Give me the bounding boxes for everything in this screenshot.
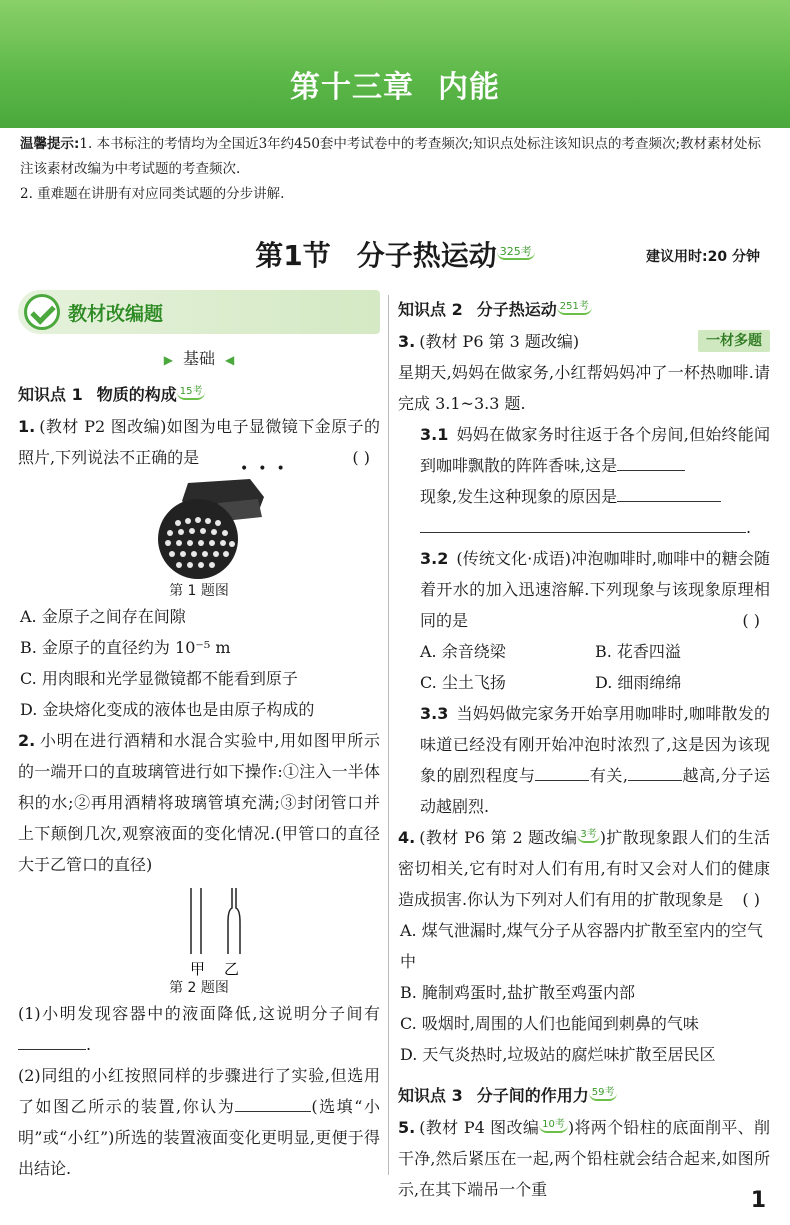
textbook-adapted-tab [18, 290, 380, 334]
sub-number: 3.1 [420, 425, 449, 444]
sub-question-text: (1)小明发现容器中的液面降低,这说明分子间有 [18, 1004, 380, 1023]
frequency-badge: 59考 [589, 1087, 618, 1101]
knowledge-point-name: 分子热运动 [476, 300, 557, 319]
sub-question-text-2: 有关, [589, 766, 628, 785]
tips-label: 温馨提示: [20, 136, 80, 152]
knowledge-point-3 [398, 1080, 770, 1112]
option-b: B. 腌制鸡蛋时,盐扩散至鸡蛋内部 [400, 983, 636, 1002]
sub-question-text-end: (选填“小明”或“小红”)所选的装置液面变化更明显,更便于得出结论. [18, 1097, 380, 1178]
figure-glass-tubes [18, 880, 380, 978]
chapter-title [0, 62, 790, 106]
sub-question-text-end: . [746, 518, 752, 537]
question-3 [398, 326, 770, 357]
answer-blank[interactable] [617, 483, 721, 502]
question-text: (教材 P2 图改编)如图为电子显微镜下金原子的照片,下列说法不正确的是 [18, 417, 380, 467]
question-source-end: ) [567, 1118, 575, 1137]
checkmark-icon [24, 294, 60, 330]
sub-question-text: 妈妈在做家务时往返于各个房间,但始终能闻到咖啡飘散的阵阵香味,这是 [420, 425, 770, 475]
knowledge-point-number: 知识点 2 [398, 300, 463, 319]
question-number: 1. [18, 417, 36, 436]
question-1 [18, 411, 380, 473]
tube-label-yi: 乙 [224, 960, 240, 978]
question-4 [398, 822, 770, 915]
question-number: 3. [398, 332, 416, 351]
option-d: D. 天气炎热时,垃圾站的腐烂味扩散至居民区 [400, 1045, 716, 1064]
tube-label-jia: 甲 [190, 960, 206, 978]
sub-question-text: 当妈妈做完家务开始享用咖啡时,咖啡散发的味道已经没有刚开始冲泡时浓烈了,这是因为该现象的剧烈程度与 [420, 704, 770, 785]
sub-question-text-end: 越高,分子运动越剧烈. [420, 766, 770, 816]
knowledge-point-name: 物质的构成 [96, 385, 177, 404]
option-c: C. 用肉眼和光学显微镜都不能看到原子 [20, 669, 298, 688]
level-heading [18, 346, 380, 369]
chapter-banner [0, 0, 790, 128]
section-name: 分子热运动 [356, 239, 497, 272]
question-3-1 [398, 419, 770, 543]
knowledge-point-2 [398, 294, 770, 326]
level-label: 基础 [182, 349, 215, 368]
figure-gold-atoms [18, 461, 380, 581]
answer-blank[interactable] [628, 762, 682, 781]
tips-line-1: 1. 本书标注的考情均为全国近3年约450套中考试卷中的考查频次;知识点处标注该知识点的考查频次;教材素材处标注该素材改编为中考试题的考查频次. [20, 136, 762, 177]
option-c: C. 尘土飞扬 [420, 673, 506, 692]
section-frequency-badge: 325考 [497, 246, 535, 260]
question-2-sub-1 [18, 998, 380, 1060]
frequency-badge: 3考 [577, 829, 599, 843]
knowledge-point-1 [18, 379, 380, 411]
column-divider [388, 295, 389, 1175]
sub-question-text-2: 现象,发生这种现象的原因是 [420, 487, 618, 506]
answer-parentheses: ( ) [742, 890, 760, 909]
time-hint: 建议用时:20 分钟 [646, 249, 760, 265]
triangle-right-icon: ▶ [163, 353, 173, 367]
right-column [398, 290, 770, 1205]
answer-blank[interactable] [235, 1093, 311, 1112]
section-number: 第1节 [255, 239, 331, 272]
one-material-badge: 一材多题 [698, 330, 770, 352]
answer-blank[interactable] [18, 1031, 86, 1050]
question-3-intro: 星期天,妈妈在做家务,小红帮妈妈冲了一杯热咖啡.请完成 3.1~3.3 题. [398, 363, 770, 413]
tips-line-2: 2. 重难题在讲册有对应同类试题的分步讲解. [20, 186, 285, 202]
emphasis-dots: ••• [240, 461, 295, 477]
answer-blank[interactable] [617, 452, 685, 471]
chapter-name: 内能 [438, 70, 500, 105]
question-source-end: ) [599, 828, 606, 847]
question-3-2-options-row-1 [398, 636, 770, 667]
question-3-3 [398, 698, 770, 822]
question-source: (教材 P6 第 3 题改编) [419, 332, 580, 351]
option-c: C. 吸烟时,周围的人们也能闻到刺鼻的气味 [400, 1014, 699, 1033]
knowledge-point-number: 知识点 3 [398, 1086, 463, 1105]
knowledge-point-number: 知识点 1 [18, 385, 83, 404]
question-number: 2. [18, 731, 36, 750]
answer-blank[interactable] [535, 762, 589, 781]
question-5 [398, 1112, 770, 1205]
question-2 [18, 725, 380, 880]
question-2-sub-2 [18, 1060, 380, 1184]
question-source: (教材 P6 第 2 题改编 [419, 828, 578, 847]
sub-question-text: (2)同组的小红按照同样的步骤进行了实验,但选用了如图乙所示的装置,你认为 [18, 1066, 380, 1116]
figure-1-caption: 第 1 题图 [169, 583, 229, 599]
figure-2-caption: 第 2 题图 [169, 980, 229, 996]
chapter-number: 第十三章 [290, 70, 414, 105]
option-d: D. 细雨绵绵 [595, 673, 682, 692]
sub-number: 3.3 [420, 704, 449, 723]
question-text: 将两个铅柱的底面削平、削干净,然后紧压在一起,两个铅柱就会结合起来,如图所示,在其下端吊一个重 [398, 1118, 770, 1199]
question-text: 扩散现象跟人们的生活密切相关,它有时对人们有用,有时又会对人们的健康造成损害.你认为下列对人们有用的扩散现象是 [398, 828, 770, 909]
question-number: 4. [398, 828, 416, 847]
sub-number: 3.2 [420, 549, 449, 568]
left-column [18, 290, 380, 1184]
option-a: A. 金原子之间存在间隙 [20, 607, 186, 626]
option-b: B. 花香四溢 [595, 642, 681, 661]
sub-question-text-end: . [86, 1035, 92, 1054]
question-number: 5. [398, 1118, 416, 1137]
answer-parentheses: ( ) [352, 448, 370, 467]
tab-label: 教材改编题 [68, 303, 164, 325]
frequency-badge: 10考 [539, 1119, 568, 1133]
answer-blank[interactable] [420, 514, 746, 533]
sub-question-text: (传统文化·成语)冲泡咖啡时,咖啡中的糖会随着开水的加入迅速溶解.下列现象与该现象原理相同的是 [420, 549, 770, 630]
triangle-left-icon: ◀ [225, 353, 235, 367]
answer-parentheses: ( ) [742, 611, 760, 630]
tips-box [20, 132, 772, 207]
question-text: 小明在进行酒精和水混合实验中,用如图甲所示的一端开口的直玻璃管进行如下操作:①注入一半体积的水;②再用酒精将玻璃管填充满;③封闭管口并上下颠倒几次,观察液面的变化情况.(甲管口的直径大于乙管口的直径) [18, 731, 380, 874]
option-b: B. 金原子的直径约为 10⁻⁵ m [20, 638, 231, 657]
option-d: D. 金块熔化变成的液体也是由原子构成的 [20, 700, 315, 719]
question-3-2-options-row-2 [398, 667, 770, 698]
page-number: 1 [750, 1188, 766, 1213]
knowledge-point-name: 分子间的作用力 [476, 1086, 589, 1105]
question-source: (教材 P4 图改编 [419, 1118, 540, 1137]
frequency-badge: 251考 [557, 301, 592, 315]
frequency-badge: 15考 [177, 386, 206, 400]
option-a: A. 煤气泄漏时,煤气分子从容器内扩散至室内的空气中 [400, 921, 763, 971]
option-a: A. 余音绕梁 [420, 642, 506, 661]
question-3-2 [398, 543, 770, 636]
